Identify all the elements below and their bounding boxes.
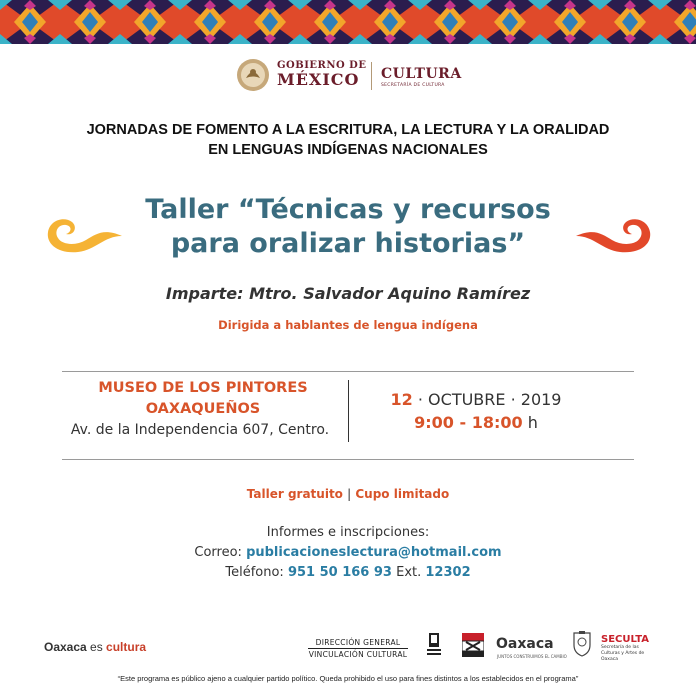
workshop-title-line2: para oralizar historias” <box>170 228 526 259</box>
audience-line: Dirigida a hablantes de lengua indígena <box>218 318 478 332</box>
oaxaca-government-slogan: JUNTOS CONSTRUIMOS EL CAMBIO <box>497 654 567 659</box>
date-line <box>356 388 596 411</box>
date-month: OCTUBRE <box>428 390 506 409</box>
event-series-line1: JORNADAS DE FOMENTO A LA ESCRITURA, LA LECTURA Y LA ORALIDAD <box>86 122 610 138</box>
event-series-line2: EN LENGUAS INDÍGENAS NACIONALES <box>208 142 488 158</box>
venue-block <box>62 378 344 441</box>
time-dash: - <box>453 413 472 432</box>
mexico-seal-icon <box>236 58 270 92</box>
divider-top <box>62 371 634 372</box>
limited-label: Cupo limitado <box>355 487 450 501</box>
header-divider <box>371 62 372 90</box>
gobierno-line2: MÉXICO <box>277 70 360 89</box>
contact-heading: Informes e inscripciones: <box>266 525 430 540</box>
decorative-pattern-band <box>0 0 696 44</box>
museum-logo-icon <box>462 633 484 657</box>
dg-line2: VINCULACIÓN CULTURAL <box>308 650 408 659</box>
divider-bottom <box>62 459 634 460</box>
seculta-logo <box>601 634 653 663</box>
date-sep1: · <box>412 390 429 409</box>
dg-line1: DIRECCIÓN GENERAL <box>315 638 401 647</box>
time-end: 18:00 <box>471 413 523 432</box>
phone-line <box>0 563 696 583</box>
venue-name-line2: OAXAQUEÑOS <box>145 401 261 417</box>
gobierno-de-mexico-logo <box>277 60 367 89</box>
workshop-title <box>0 193 696 261</box>
time-start: 9:00 <box>414 413 454 432</box>
time-unit: h <box>522 413 538 432</box>
conditions-separator: | <box>347 487 352 501</box>
free-label: Taller gratuito <box>246 487 343 501</box>
seculta-title: SECULTA <box>601 634 649 645</box>
seculta-subtitle: Secretaría de las Culturas y Artes de Oaxaca <box>601 645 645 662</box>
venue-date-divider <box>348 380 349 442</box>
cultura-subtitle: SECRETARÍA DE CULTURA <box>381 83 445 88</box>
oaxaca-shield-icon <box>573 631 591 657</box>
phone-number[interactable]: 951 50 166 93 <box>287 565 392 580</box>
email-line <box>0 543 696 563</box>
date-day: 12 <box>390 390 413 409</box>
institution-logo-icon <box>427 633 441 657</box>
time-line <box>356 411 596 434</box>
cultura-word: cultura <box>106 640 147 654</box>
email-link[interactable]: publicacioneslectura@hotmail.com <box>246 545 502 560</box>
direccion-general-logo <box>308 637 408 660</box>
instructor-line: Imparte: Mtro. Salvador Aquino Ramírez <box>165 284 531 303</box>
venue-name-line1: MUSEO DE LOS PINTORES <box>98 380 308 396</box>
oaxaca-government-logo: Oaxaca <box>496 636 554 652</box>
ext-number: 12302 <box>425 565 471 580</box>
conditions-line <box>0 487 696 501</box>
event-series-heading <box>0 120 696 160</box>
gobierno-line1: GOBIERNO DE <box>277 60 367 71</box>
venue-address: Av. de la Independencia 607, Centro. <box>70 422 330 438</box>
legal-disclaimer: “Este programa es público ajeno a cualquier partido político. Queda prohibido el uso para fines distintos a los establecidos en el programa” <box>117 674 579 683</box>
date-year: 2019 <box>520 390 562 409</box>
oaxaca-es-cultura-logo <box>44 640 146 654</box>
cultura-title: CULTURA <box>381 66 462 82</box>
date-sep2: · <box>505 390 521 409</box>
email-label: Correo: <box>194 545 247 560</box>
ext-label: Ext. <box>391 565 426 580</box>
phone-label: Teléfono: <box>225 565 288 580</box>
government-header <box>0 58 696 94</box>
contact-block <box>0 523 696 583</box>
date-block <box>356 388 596 434</box>
es-word: es <box>86 640 107 654</box>
cultura-logo <box>381 66 462 88</box>
workshop-title-line1: Taller “Técnicas y recursos <box>145 194 551 225</box>
oaxaca-word: Oaxaca <box>44 640 87 654</box>
